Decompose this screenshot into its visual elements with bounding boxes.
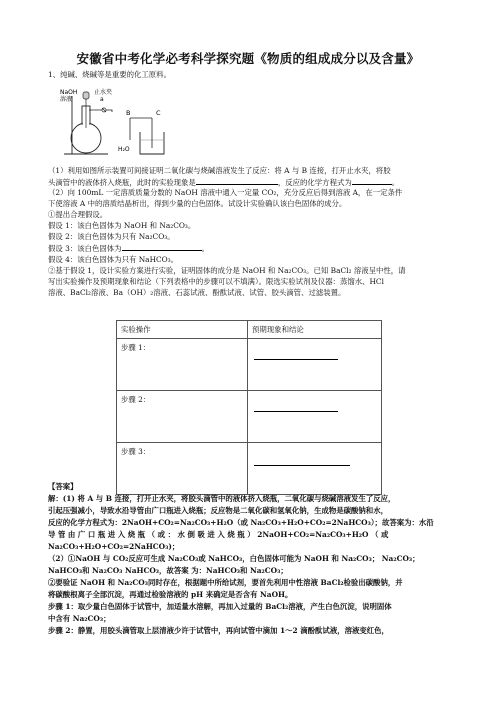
answer-line: 将碳酸根离子全部沉淀，再通过检验溶液的 pH 来确定是否含有 NaOH。: [48, 590, 293, 599]
answer-line: 导 管 由 广 口 瓶 进 入 烧 瓶 （ 或 ： 水 倒 吸 进 入 烧 瓶 ） 2NaOH+CO₂=Na₂CO₃+H₂O （ 或: [48, 530, 389, 539]
step-1-result-cell[interactable]: [248, 339, 382, 391]
answer-blank-phenomenon[interactable]: [196, 177, 278, 185]
intro-text: 1、纯碱、烧碱等是重要的化工原料。: [48, 70, 171, 79]
answer-line: Na₂CO₃+H₂O+CO₂=2NaHCO₃)；: [48, 542, 180, 551]
hypothesis-3: [48, 243, 452, 254]
clamp-label: 止水夹: [94, 89, 113, 96]
step-2-result-cell[interactable]: [248, 391, 382, 443]
answer-blank-hypothesis-3[interactable]: [122, 243, 202, 251]
answer-line: 解：(1) 将 A 与 B 连接，打开止水夹，将胶头滴管中的液体挤入烧瓶，二氧化碳与烧碱溶液发生了反应，: [48, 494, 396, 503]
header-operation: 实验操作: [117, 321, 248, 339]
table-row: [117, 391, 382, 443]
hypothesis-2: 假设 2：该白色固体为只有 Na₂CO₃。: [48, 232, 175, 241]
naoh-label: NaOH: [60, 89, 78, 96]
hypothesis-3-text: 假设 3：该白色固体为: [48, 244, 122, 253]
answer-line: 引起压强减小，导致水沿导管由广口瓶进入烧瓶；反应物是二氧化碳和氢氧化钠，生成物是碳酸钠和水，: [48, 506, 388, 515]
experiment-table: [116, 320, 382, 495]
table-header-row: [117, 321, 382, 339]
q2-step-2-line-2: 写出实验操作及预期现象和结论（下列表格中的步骤可以不填满）。限选实验试剂及仪器：蒸馏水、HCl: [48, 277, 384, 286]
q1-line-2: [48, 177, 452, 188]
label-b: B: [126, 109, 131, 117]
q2-step-2-line-1: ②基于假设 1，设计实验方案进行实验，证明固体的成分是 NaOH 和 Na₂CO₃。已知 BaCl₂ 溶液呈中性，请: [48, 266, 406, 275]
answer-line: ②要验证 NaOH 和 Na₂CO₃同时存在，根据题中所给试剂，要首先利用中性溶液 BaCl₂检验出碳酸钠，并: [48, 578, 403, 587]
label-c: C: [156, 109, 161, 117]
hypothesis-3-end: 。: [201, 244, 209, 253]
answer-blank-equation[interactable]: [352, 177, 392, 185]
step-3-cell[interactable]: 步骤 3：: [117, 443, 248, 495]
apparatus-figure: [60, 88, 190, 158]
answer-line: 反应的化学方程式为：2NaOH+CO₂=Na₂CO₃+H₂O（或 Na₂CO₃+H₂O+CO₂=2NaHCO₃）；故答案为：水沿: [48, 518, 434, 527]
delivery-tube: [89, 110, 112, 112]
answer-line: 中含有 Na₂CO₃；: [48, 614, 111, 623]
answer-label: 【答案】: [48, 482, 78, 491]
step-1-cell[interactable]: 步骤 1：: [117, 339, 248, 391]
q2-step-2-line-3: 溶液、BaCl₂溶液、Ba（OH）₂溶液、石蕊试液、酚酞试液、试管、胶头滴管、过滤装置。: [48, 288, 346, 297]
hypothesis-4: 假设 4：该白色固体为只有 NaHCO₃。: [48, 255, 179, 264]
answer-line: 步骤 2：静置，用胶头滴管取上层清液少许于试管中，再向试管中滴加 1～2 滴酚酞试液，溶液变红色，: [48, 626, 389, 635]
answer-line: NaHCO₃和 Na₂CO₃ NaHCO₃，故答案 为：NaHCO₃和 Na₂CO₃；: [48, 566, 288, 575]
q1-text-a: 头滴管中的液体挤入烧瓶，此时的实验现象是: [48, 178, 196, 187]
q2-line-1: （2）向 100mL 一定溶质质量分数的 NaOH 溶液中通入一定量 CO₂，充分反应后得到溶液 A，在一定条件: [48, 188, 403, 197]
answer-line: （2）①NaOH 与 CO₂反应可生成 Na₂CO₃或 NaHCO₃，白色固体可能为 NaOH 和 Na₂CO₃； Na₂CO₃；: [48, 554, 420, 563]
q2-step-1: ①提出合理假设。: [48, 210, 108, 219]
hypothesis-1: 假设 1：该白色固体为 NaOH 和 Na₂CO₃。: [48, 221, 196, 230]
clamp-a-label: a: [100, 96, 104, 103]
header-result: 预期现象和结论: [248, 321, 382, 339]
water-label: H₂O: [118, 146, 130, 153]
table-row: [117, 339, 382, 391]
q1-line-1: （1）利用如图所示装置可间接证明二氧化碳与烧碱溶液发生了反应：将 A 与 B 连接，打开止水夹，将胶: [48, 166, 391, 175]
naoh-solution-label: 溶液: [60, 96, 73, 103]
dropper-bulb: [83, 92, 89, 99]
q1-text-c: 。: [391, 178, 400, 187]
answer-line: 步骤 1：取少量白色固体于试管中，加适量水溶解，再加入过量的 BaCl₂溶液，产生白色沉淀，说明固体: [48, 602, 392, 611]
step-2-cell[interactable]: 步骤 2：: [117, 391, 248, 443]
q1-text-b: ，反应的化学方程式为: [277, 178, 352, 187]
q2-line-2: 下使溶液 A 中的溶质结晶析出，得到少量的白色固体。试设计实验确认该白色固体的成分。: [48, 199, 347, 208]
page-title: 安徽省中考化学必考科学探究题《物质的组成成分以及含量》: [76, 51, 420, 66]
